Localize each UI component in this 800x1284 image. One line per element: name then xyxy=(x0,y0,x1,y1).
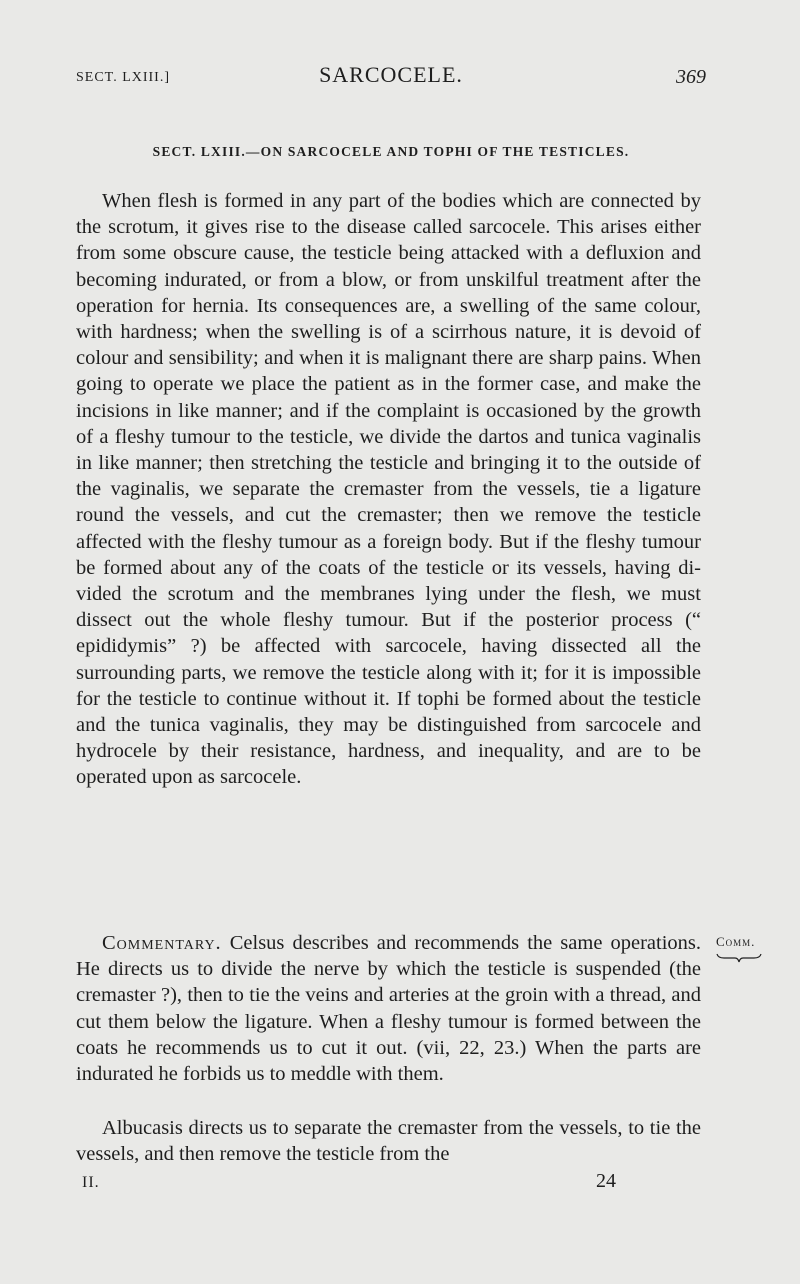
marginal-note-label: Comm. xyxy=(716,934,756,949)
albucasis-paragraph: Albucasis directs us to separate the cremaster from the vessels, to tie the vessels, and then remove the testicle from the xyxy=(76,1117,701,1166)
running-head-title: SARCOCELE. xyxy=(319,62,463,87)
commentary-paragraph xyxy=(76,930,701,1087)
marginal-note xyxy=(716,934,762,964)
brace-icon xyxy=(716,952,762,964)
signature-mark: 24 xyxy=(596,1170,616,1192)
running-head xyxy=(76,62,706,92)
commentary-label: Commentary. xyxy=(102,932,222,954)
running-head-section: SECT. LXIII.] xyxy=(76,70,170,85)
page-number: 369 xyxy=(676,66,706,88)
volume-mark: II. xyxy=(82,1174,100,1191)
section-title: SECT. LXIII.—ON SARCOCELE AND TOPHI OF THE TESTICLES. xyxy=(152,144,630,159)
main-paragraph: When flesh is formed in any part of the bodies which are connected by the scrotum, it gives rise to the disease called sarcocele. This arises either from some obscure cause, the testicle being attacked with a defluxion and becoming indurated, or from a blow, or from unskilful treatment after the operation for hernia. Its consequences are, a swelling of the same colour, with hardness; when the swelling is of a scirrhous nature, it is devoid of colour and sensibility; and when it is malignant there are sharp pains. When going to operate we place the patient as in the former case, and make the incisions in like manner; and if the complaint is occasioned by the growth of a fleshy tumour to the testicle, we divide the dartos and tunica vaginalis in like manner; then stretching the testicle and bringing it to the outside of the vaginalis, we separate the cremaster from the vessels, tie a ligature round the vessels, and cut the cremaster; then we remove the testicle affected with the fleshy tumour as a foreign body. But if the fleshy tumour be formed about any of the coats of the testicle or its vessels, having divided the scrotum and the membranes lying under the flesh, we must dissect out the whole fleshy tumour. But if the posterior process (“ epididymis” ?) be affected with sarcocele, having dissected all the surrounding parts, we remove the testicle along with it; for it is impossible for the testicle to continue without it. If tophi be formed about the testicle and the tunica vaginalis, they may be distinguished from sarcocele and hydrocele by their resistance, hardness, and inequality, and are to be operated upon as sarcocele. xyxy=(76,190,701,789)
commentary-text: Celsus describes and recommends the same operations. He directs us to divide the nerve by which the testicle is suspended (the cremaster ?), then to tie the veins and arteries at the groin with a thread, and cut them below the ligature. When a fleshy tumour is formed between the coats he recommends us to cut it out. (vii, 22, 23.) When the parts are indurated he forbids us to meddle with them. xyxy=(76,932,701,1086)
